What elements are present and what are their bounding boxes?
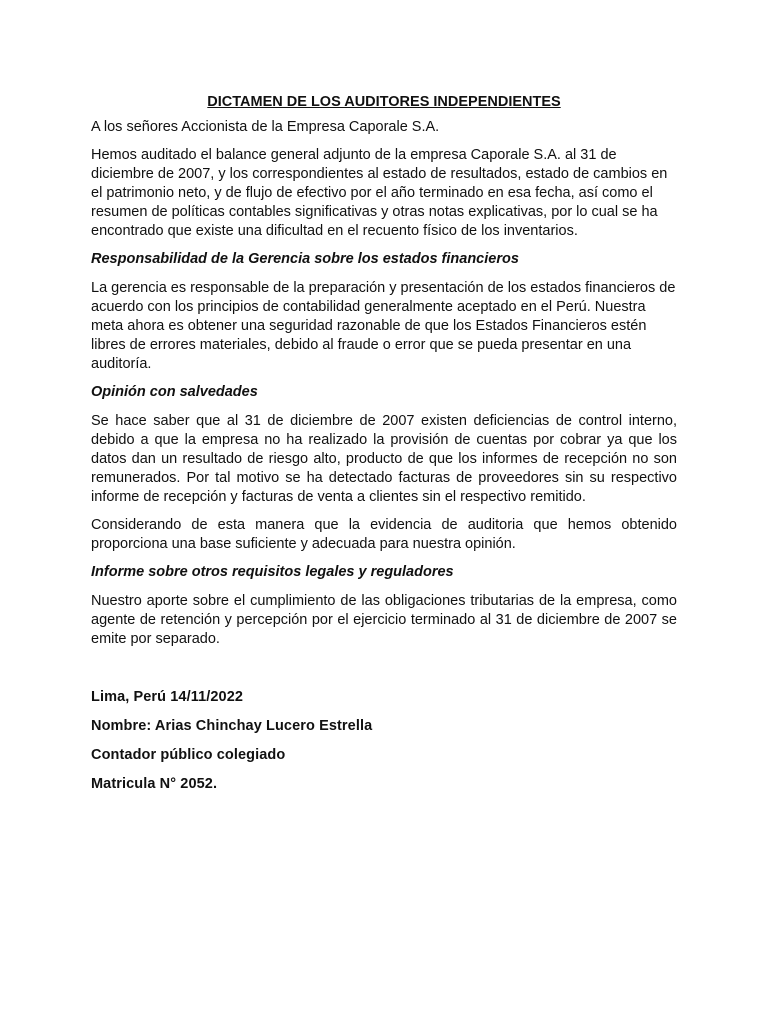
section-heading-responsabilidad: Responsabilidad de la Gerencia sobre los estados financieros <box>91 251 519 267</box>
document-title: DICTAMEN DE LOS AUDITORES INDEPENDIENTES <box>207 94 561 110</box>
signature-place-date: Lima, Perú 14/11/2022 <box>91 689 244 705</box>
signature-name: Nombre: Arias Chinchay Lucero Estrella <box>91 718 373 734</box>
signature-role: Contador público colegiado <box>91 747 286 763</box>
section-heading-informe: Informe sobre otros requisitos legales y reguladores <box>91 564 454 580</box>
section-paragraph-opinion-1: Se hace saber que al 31 de diciembre de 2007 existen deficiencias de control interno, debido a que la empresa no ha realizado la provisión de cuentas por cobrar ya que los datos dan un resultado de riesgo alto, producto de que los informes de recepción no son remunerados. Por tal motivo se ha detectado facturas de proveedores sin su respectivo informe de recepción y facturas de venta a clientes sin el respectivo remitido. <box>91 413 677 505</box>
signature-spacer <box>91 658 677 688</box>
signature-registration: Matricula N° 2052. <box>91 776 218 792</box>
section-paragraph-opinion-2: Considerando de esta manera que la evidencia de auditoria que hemos obtenido proporciona una base suficiente y adecuada para nuestra opinión. <box>91 517 677 552</box>
intro-paragraph: Hemos auditado el balance general adjunto de la empresa Caporale S.A. al 31 de diciembre de 2007, y los correspondientes al estado de resultados, estado de cambios en el patrimonio neto, y de flujo de efectivo por el año terminado en esa fecha, así como el resumen de políticas contables significativas y otras notas explicativas, por lo cual se ha encontrado que existe una dificultad en el recuento físico de los inventarios. <box>91 147 668 239</box>
salutation: A los señores Accionista de la Empresa Caporale S.A. <box>91 119 440 135</box>
section-heading-opinion: Opinión con salvedades <box>91 384 258 400</box>
section-paragraph-responsabilidad: La gerencia es responsable de la preparación y presentación de los estados financieros de acuerdo con los principios de contabilidad generalmente aceptado en el Perú. Nuestra meta ahora es obtener una seguridad razonable de que los Estados Financieros estén libres de errores materiales, debido al fraude o error que se pueda presentar en una auditoría. <box>91 280 676 372</box>
document-page <box>91 93 677 804</box>
section-paragraph-informe: Nuestro aporte sobre el cumplimiento de las obligaciones tributarias de la empresa, como agente de retención y percepción por el ejercicio terminado al 31 de diciembre de 2007 se emite por separado. <box>91 593 677 647</box>
